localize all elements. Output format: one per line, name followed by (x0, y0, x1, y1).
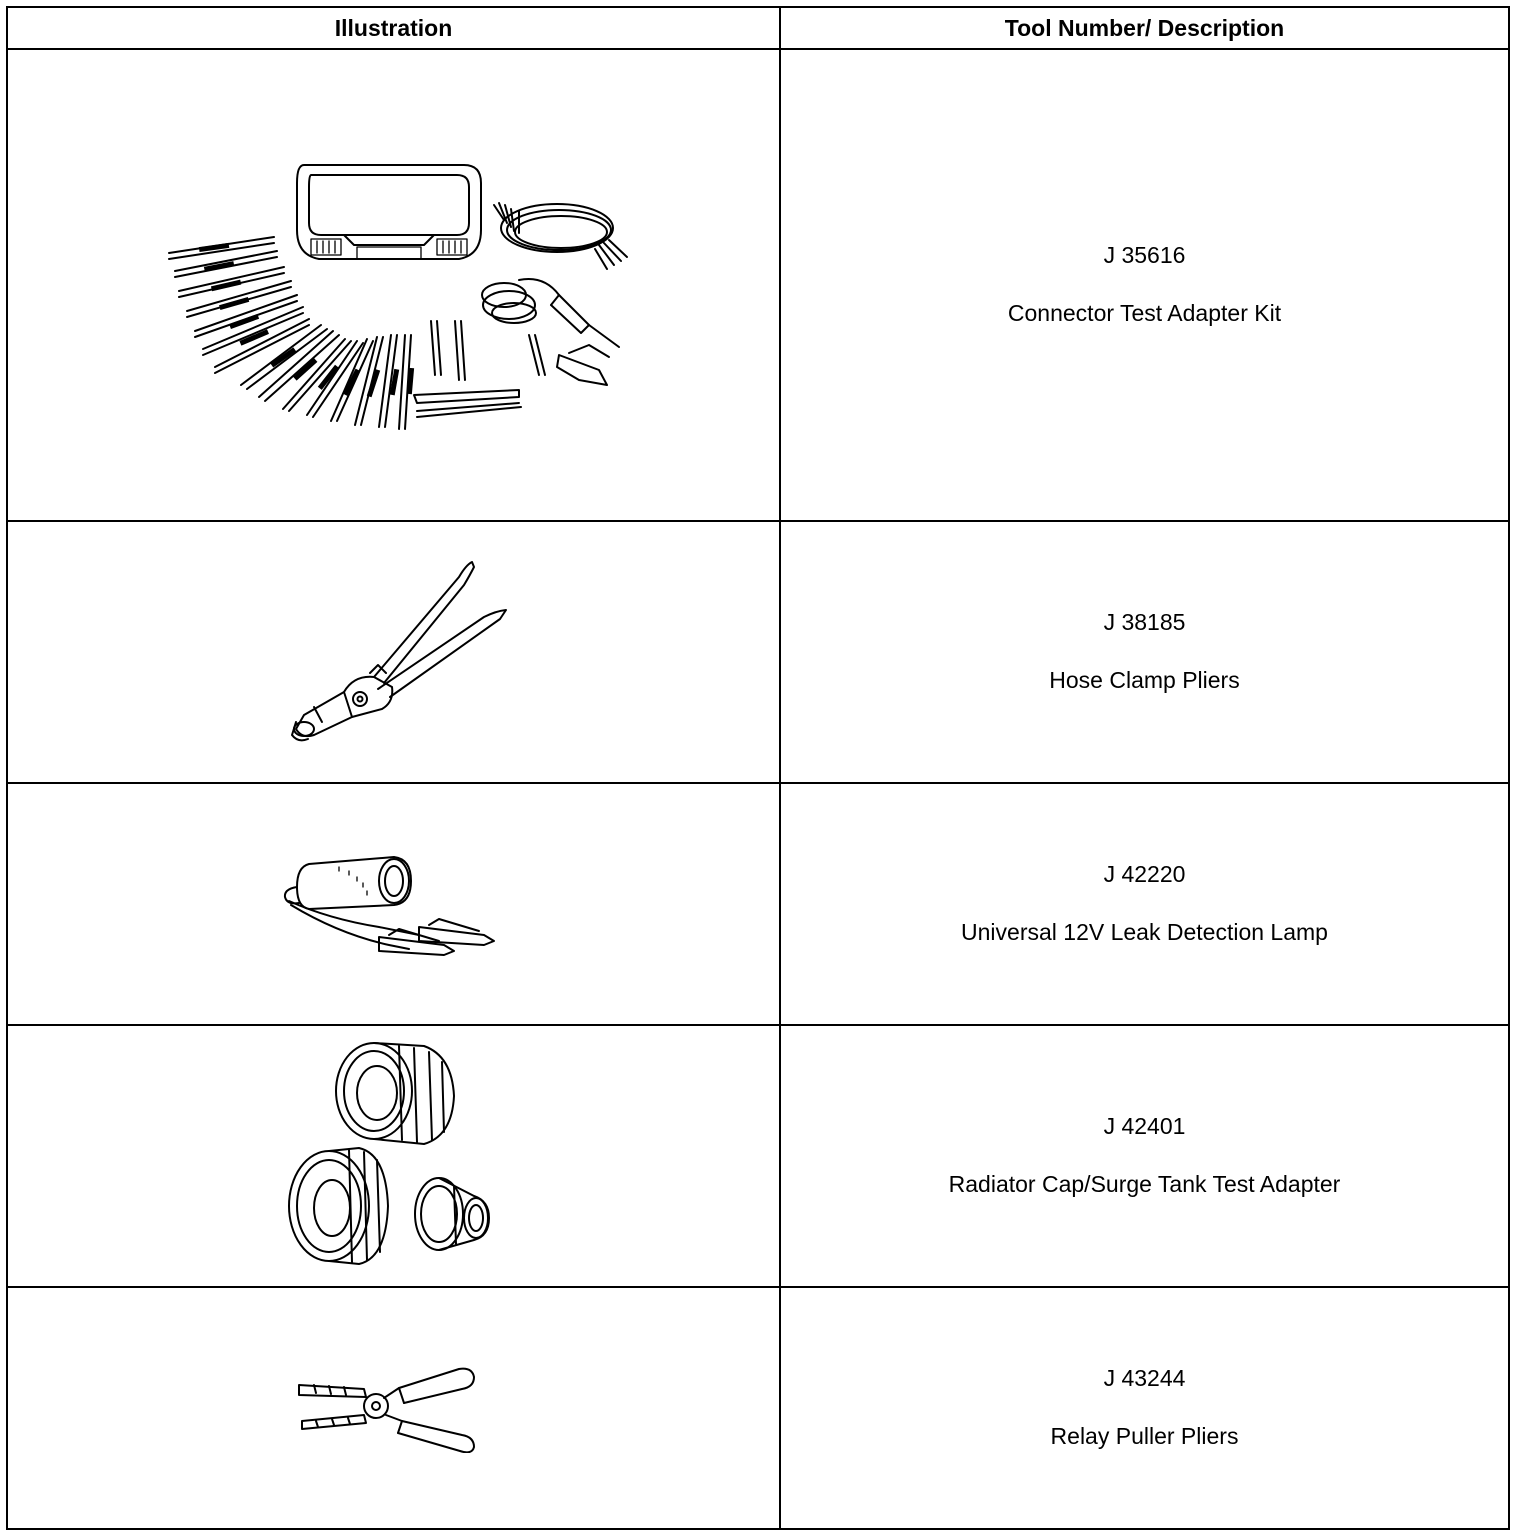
table-row (7, 521, 1509, 783)
illustration-cell (7, 783, 780, 1025)
table-row (7, 1025, 1509, 1287)
tool-description-cell (780, 1025, 1509, 1287)
tool-description: Relay Puller Pliers (1050, 1423, 1239, 1449)
radiator-cap-test-adapter-illustration (274, 1036, 514, 1276)
illustration-cell (7, 49, 780, 521)
tool-number: J 43244 (1103, 1365, 1186, 1392)
illustration-cell (7, 1287, 780, 1529)
tool-number: J 42220 (1103, 861, 1186, 888)
tool-number: J 42401 (1103, 1113, 1186, 1140)
tool-description: Universal 12V Leak Detection Lamp (961, 919, 1328, 945)
header-illustration: Illustration (7, 7, 780, 49)
hose-clamp-pliers-illustration (274, 557, 514, 747)
table-row (7, 1287, 1509, 1529)
tool-description-cell (780, 783, 1509, 1025)
relay-puller-pliers-illustration (294, 1363, 494, 1453)
tool-number: J 35616 (1103, 242, 1186, 269)
table-row (7, 783, 1509, 1025)
special-tools-table (6, 6, 1510, 1530)
tool-description: Hose Clamp Pliers (1049, 667, 1240, 693)
tool-description: Connector Test Adapter Kit (1007, 300, 1282, 326)
tool-number: J 38185 (1103, 609, 1186, 636)
tool-description-cell (780, 49, 1509, 521)
connector-test-adapter-kit-illustration (159, 135, 629, 435)
illustration-cell (7, 521, 780, 783)
tool-description: Radiator Cap/Surge Tank Test Adapter (948, 1171, 1341, 1197)
illustration-cell (7, 1025, 780, 1287)
tool-description-cell (780, 1287, 1509, 1529)
tool-description-cell (780, 521, 1509, 783)
header-tool-number-description: Tool Number/ Description (780, 7, 1509, 49)
leak-detection-lamp-illustration (279, 849, 509, 959)
table-row (7, 49, 1509, 521)
table-header-row (7, 7, 1509, 49)
